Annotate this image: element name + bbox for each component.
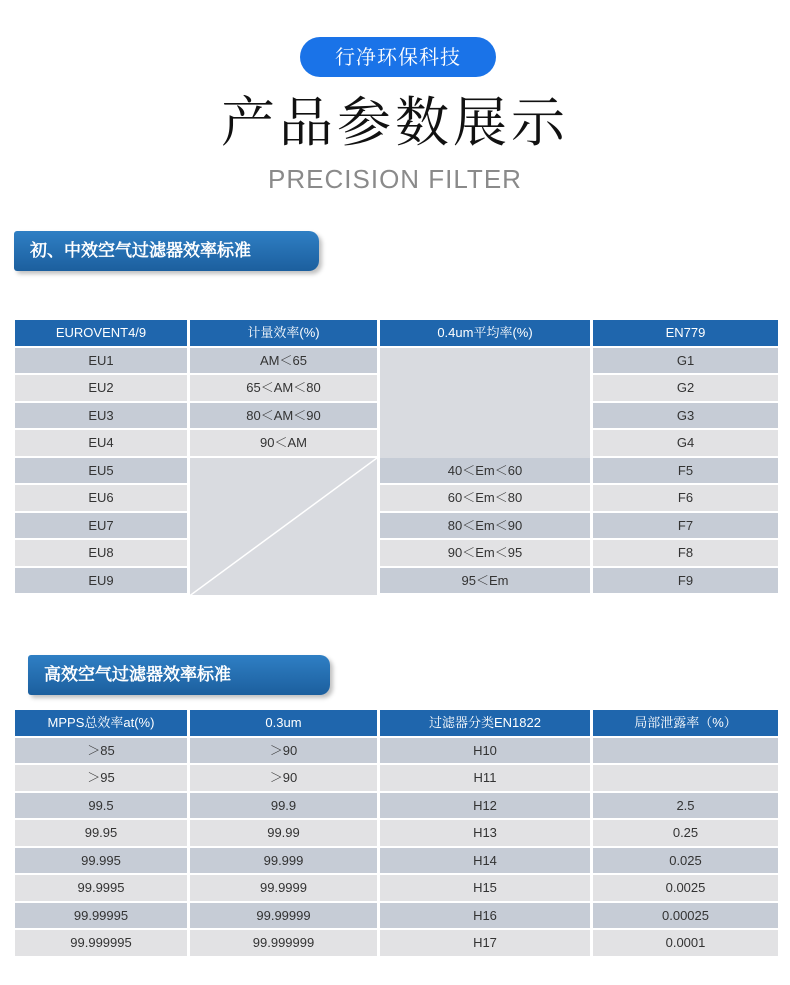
- table-cell: 99.995: [15, 848, 187, 876]
- table-cell: H14: [380, 848, 590, 876]
- table-cell: G2: [593, 375, 778, 403]
- table-cell: EU9: [15, 568, 187, 596]
- table-cell: EU6: [15, 485, 187, 513]
- table-cell: H10: [380, 738, 590, 766]
- table-cell: 99.99: [190, 820, 377, 848]
- table-cell: 40＜Em＜60: [380, 458, 590, 486]
- table-cell: [593, 765, 778, 793]
- table-cell: 99.999: [190, 848, 377, 876]
- table-cell: 99.5: [15, 793, 187, 821]
- table-cell: 95＜Em: [380, 568, 590, 596]
- table-cell: EU8: [15, 540, 187, 568]
- column-header: 过滤器分类EN1822: [380, 710, 590, 738]
- table-row: [15, 513, 778, 541]
- table-cell: F6: [593, 485, 778, 513]
- table-cell: 99.9995: [15, 875, 187, 903]
- table-cell: G1: [593, 348, 778, 376]
- table-row: [15, 930, 778, 958]
- table-row: [15, 903, 778, 931]
- table-cell: EU3: [15, 403, 187, 431]
- table-cell: H12: [380, 793, 590, 821]
- table-cell: 90＜AM: [190, 430, 377, 458]
- table-cell: EU7: [15, 513, 187, 541]
- diagonal-divider: [190, 458, 377, 596]
- page-subtitle: PRECISION FILTER: [268, 164, 522, 194]
- section-banner-high-efficiency: 高效空气过滤器效率标准: [28, 655, 330, 695]
- table-cell: 60＜Em＜80: [380, 485, 590, 513]
- table-cell: AM＜65: [190, 348, 377, 376]
- table-cell: H11: [380, 765, 590, 793]
- table-cell: 0.0001: [593, 930, 778, 958]
- table-cell: EU4: [15, 430, 187, 458]
- table-cell: ＞90: [190, 765, 377, 793]
- table-cell: 65＜AM＜80: [190, 375, 377, 403]
- merged-blank-avg-rate: [380, 348, 590, 458]
- column-header: EUROVENT4/9: [15, 320, 187, 348]
- table-cell: G3: [593, 403, 778, 431]
- table-row: [15, 765, 778, 793]
- table-cell: H16: [380, 903, 590, 931]
- table-cell: 90＜Em＜95: [380, 540, 590, 568]
- column-header: MPPS总效率at(%): [15, 710, 187, 738]
- table-row: [15, 848, 778, 876]
- section-banner-medium-efficiency: 初、中效空气过滤器效率标准: [14, 231, 319, 271]
- table-cell: G4: [593, 430, 778, 458]
- high-efficiency-table: [15, 710, 778, 958]
- table-cell: 0.0025: [593, 875, 778, 903]
- table-cell: 99.999999: [190, 930, 377, 958]
- table-cell: 0.025: [593, 848, 778, 876]
- table-row: [15, 458, 778, 486]
- table-header-row: [15, 710, 778, 738]
- table-cell: H13: [380, 820, 590, 848]
- table-cell: 99.99995: [15, 903, 187, 931]
- page-title: 产品参数展示: [221, 91, 569, 154]
- table-cell: H15: [380, 875, 590, 903]
- table-row: [15, 738, 778, 766]
- column-header: 0.3um: [190, 710, 377, 738]
- table-cell: 0.25: [593, 820, 778, 848]
- table-row: [15, 820, 778, 848]
- table-cell: 2.5: [593, 793, 778, 821]
- table-cell: ＞90: [190, 738, 377, 766]
- table-row: [15, 793, 778, 821]
- table-cell: F7: [593, 513, 778, 541]
- table-row: [15, 875, 778, 903]
- table-cell: 99.999995: [15, 930, 187, 958]
- column-header: 局部泄露率（%）: [593, 710, 778, 738]
- table-cell: 99.9999: [190, 875, 377, 903]
- table-cell: 99.95: [15, 820, 187, 848]
- company-badge: 行净环保科技: [300, 37, 496, 77]
- table-cell: EU2: [15, 375, 187, 403]
- column-header: 0.4um平均率(%): [380, 320, 590, 348]
- table-cell: F5: [593, 458, 778, 486]
- column-header: EN779: [593, 320, 778, 348]
- table-row: [15, 540, 778, 568]
- table-cell: F9: [593, 568, 778, 596]
- table-row: [15, 485, 778, 513]
- table-cell: [593, 738, 778, 766]
- table-row: [15, 568, 778, 596]
- table-header-row: [15, 320, 778, 348]
- table-cell: ＞95: [15, 765, 187, 793]
- table-cell: 99.9: [190, 793, 377, 821]
- table-cell: EU5: [15, 458, 187, 486]
- table-cell: 99.99999: [190, 903, 377, 931]
- table-cell: 80＜Em＜90: [380, 513, 590, 541]
- table-cell: 80＜AM＜90: [190, 403, 377, 431]
- table-cell: 0.00025: [593, 903, 778, 931]
- table-cell: H17: [380, 930, 590, 958]
- table-cell: EU1: [15, 348, 187, 376]
- column-header: 计量效率(%): [190, 320, 377, 348]
- medium-efficiency-table: [15, 320, 778, 595]
- table-cell: ＞85: [15, 738, 187, 766]
- table-cell: F8: [593, 540, 778, 568]
